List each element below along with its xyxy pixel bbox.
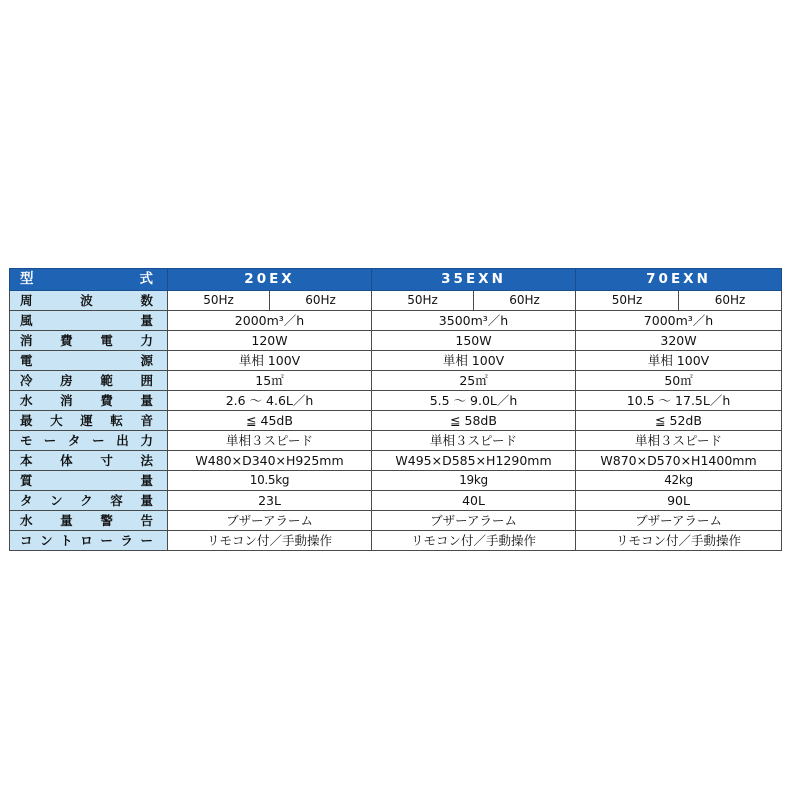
row-label: 水量警告 (10, 511, 168, 531)
value-cell: 単相３スピード (576, 431, 782, 451)
value-cell: 3500m³／h (372, 311, 576, 331)
value-cell: 50㎡ (576, 371, 782, 391)
value-cell: ≦ 52dB (576, 411, 782, 431)
frequency-cell: 50Hz (576, 291, 679, 311)
value-cell: ≦ 58dB (372, 411, 576, 431)
row-label: タンク容量 (10, 491, 168, 511)
frequency-cell: 60Hz (474, 291, 576, 311)
value-cell: 2000m³／h (168, 311, 372, 331)
table-row (10, 431, 782, 451)
row-label: モーター出力 (10, 431, 168, 451)
frequency-row (10, 291, 782, 311)
model-20ex-header: 20EX (168, 269, 372, 291)
value-cell: 単相３スピード (372, 431, 576, 451)
value-cell: 10.5 ～ 17.5L／h (576, 391, 782, 411)
value-cell: ≦ 45dB (168, 411, 372, 431)
table-row (10, 311, 782, 331)
value-cell: ブザーアラーム (372, 511, 576, 531)
value-cell: 40L (372, 491, 576, 511)
value-cell: 25㎡ (372, 371, 576, 391)
table-row (10, 391, 782, 411)
table-row (10, 371, 782, 391)
value-cell: 15㎡ (168, 371, 372, 391)
header-row (10, 269, 782, 291)
table-row (10, 451, 782, 471)
value-cell: 単相３スピード (168, 431, 372, 451)
value-cell: 7000m³／h (576, 311, 782, 331)
table-row (10, 531, 782, 551)
value-cell: 単相 100V (372, 351, 576, 371)
spec-table (9, 268, 782, 551)
value-cell: 5.5 ～ 9.0L／h (372, 391, 576, 411)
value-cell: ブザーアラーム (576, 511, 782, 531)
row-label: 風 量 (10, 311, 168, 331)
model-type-header: 型 式 (10, 269, 168, 291)
value-cell: ブザーアラーム (168, 511, 372, 531)
row-label: コントローラー (10, 531, 168, 551)
value-cell: 320W (576, 331, 782, 351)
model-35exn-header: 35EXN (372, 269, 576, 291)
value-cell: 単相 100V (168, 351, 372, 371)
model-70exn-header: 70EXN (576, 269, 782, 291)
value-cell: 120W (168, 331, 372, 351)
row-label: 消費電力 (10, 331, 168, 351)
table-row (10, 491, 782, 511)
row-label: 最大運転音 (10, 411, 168, 431)
value-cell: W870×D570×H1400mm (576, 451, 782, 471)
table-row (10, 471, 782, 491)
row-label: 冷房範囲 (10, 371, 168, 391)
frequency-cell: 60Hz (270, 291, 372, 311)
table-row (10, 331, 782, 351)
value-cell: 単相 100V (576, 351, 782, 371)
value-cell: リモコン付／手動操作 (168, 531, 372, 551)
value-cell: 42kg (576, 471, 782, 491)
table-row (10, 511, 782, 531)
table-row (10, 351, 782, 371)
value-cell: 10.5kg (168, 471, 372, 491)
row-label: 本体寸法 (10, 451, 168, 471)
row-label: 周 波 数 (10, 291, 168, 311)
row-label: 水消費量 (10, 391, 168, 411)
value-cell: 90L (576, 491, 782, 511)
value-cell: 23L (168, 491, 372, 511)
value-cell: 150W (372, 331, 576, 351)
value-cell: W480×D340×H925mm (168, 451, 372, 471)
value-cell: リモコン付／手動操作 (576, 531, 782, 551)
frequency-cell: 50Hz (372, 291, 474, 311)
row-label: 質 量 (10, 471, 168, 491)
frequency-cell: 50Hz (168, 291, 270, 311)
row-label: 電 源 (10, 351, 168, 371)
frequency-cell: 60Hz (679, 291, 782, 311)
value-cell: リモコン付／手動操作 (372, 531, 576, 551)
table-row (10, 411, 782, 431)
value-cell: 2.6 ～ 4.6L／h (168, 391, 372, 411)
value-cell: W495×D585×H1290mm (372, 451, 576, 471)
value-cell: 19kg (372, 471, 576, 491)
